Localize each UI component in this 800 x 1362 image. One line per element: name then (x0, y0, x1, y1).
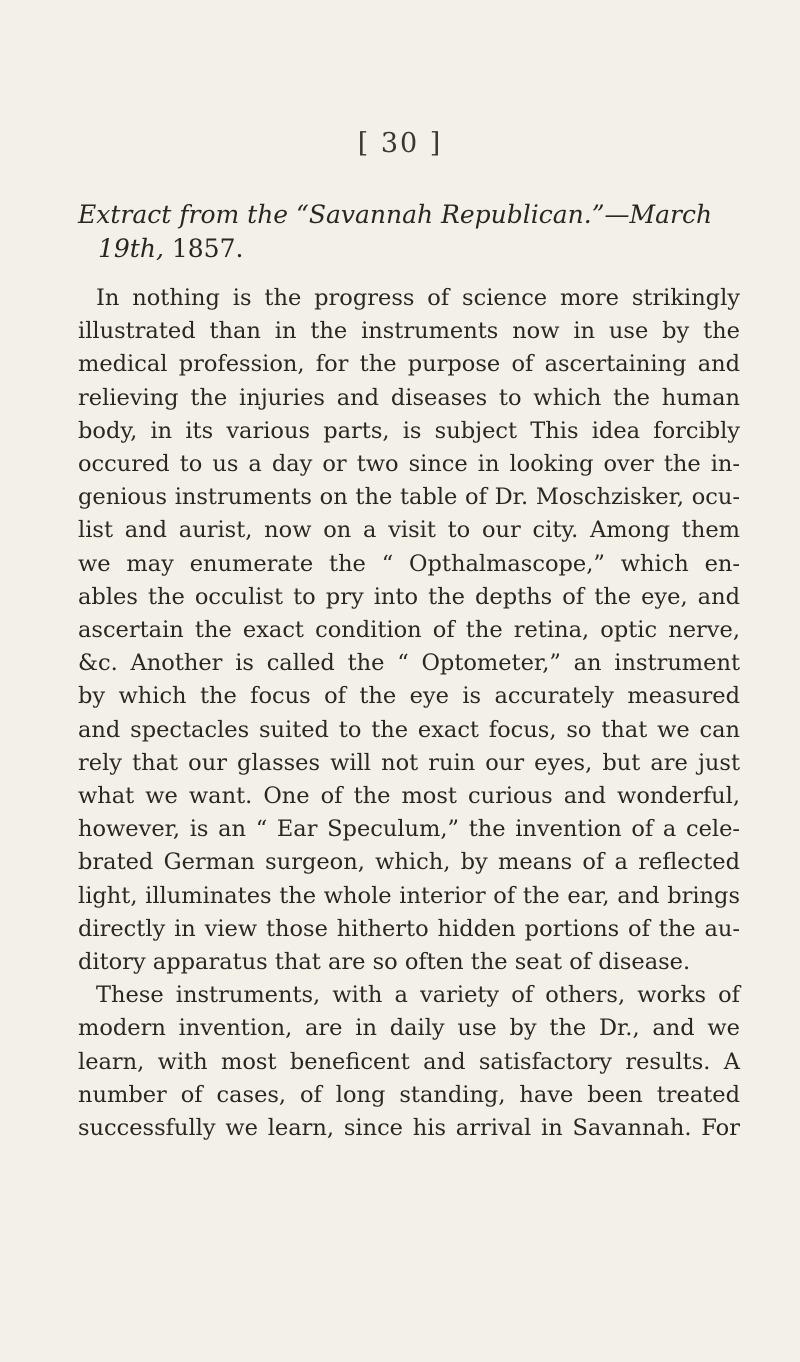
paragraph-line: however, is an “ Ear Speculum,” the invention of a cele- (78, 816, 740, 843)
paragraph-line: directly in view those hitherto hidden portions of the au- (78, 915, 740, 942)
paragraph-line: number of cases, of long standing, have been treated (78, 1081, 740, 1108)
heading-line-2 (78, 232, 738, 266)
paragraph-line: &c. Another is called the “ Optometer,” an instrument (78, 650, 740, 677)
paragraph-line: These instruments, with a variety of others, works of (96, 982, 740, 1009)
heading-date-ordinal: 19th, (98, 234, 164, 263)
paragraph-line: list and aurist, now on a visit to our city. Among them (78, 517, 740, 544)
paragraph-line: ditory apparatus that are so often the seat of disease. (78, 949, 691, 976)
article-paragraph (78, 282, 740, 1145)
extract-heading (78, 198, 738, 266)
paragraph-line: brated German surgeon, which, by means of a reflected (78, 849, 740, 876)
heading-date-year: 1857. (163, 234, 244, 263)
paragraph-line: learn, with most beneficent and satisfactory results. A (78, 1048, 740, 1075)
paragraph-line: what we want. One of the most curious and wonderful, (78, 783, 740, 810)
paragraph-line: ables the occulist to pry into the depths of the eye, and (78, 583, 740, 610)
paragraph-line: occured to us a day or two since in looking over the in- (78, 451, 740, 478)
paragraph-line: modern invention, are in daily use by the Dr., and we (78, 1015, 740, 1042)
paragraph-line: ascertain the exact condition of the retina, optic nerve, (78, 617, 740, 644)
paragraph-line: In nothing is the progress of science more strikingly (96, 285, 740, 311)
paragraph-line: relieving the injuries and diseases to which the human (78, 384, 740, 411)
paragraph-line: we may enumerate the “ Opthalmascope,” which en- (78, 550, 740, 577)
paragraph-line: successfully we learn, since his arrival in Savannah. For (78, 1115, 740, 1142)
paragraph-line: medical profession, for the purpose of ascertaining and (78, 351, 740, 378)
paragraph-line: and spectacles suited to the exact focus, so that we can (78, 716, 740, 743)
paragraph-line: genious instruments on the table of Dr. Moschzisker, ocu- (78, 484, 740, 511)
heading-line-1: Extract from the “Savannah Republican.”—March (78, 200, 713, 229)
paragraph-line: light, illuminates the whole interior of the ear, and brings (78, 882, 740, 909)
paragraph-line: rely that our glasses will not ruin our eyes, but are just (78, 749, 740, 776)
paragraph-line: illustrated than in the instruments now in use by the (78, 318, 740, 345)
paragraph-line: body, in its various parts, is subject This idea forcibly (78, 417, 740, 444)
page-number: [ 30 ] (357, 128, 443, 159)
paragraph-line: by which the focus of the eye is accurately measured (78, 683, 740, 710)
